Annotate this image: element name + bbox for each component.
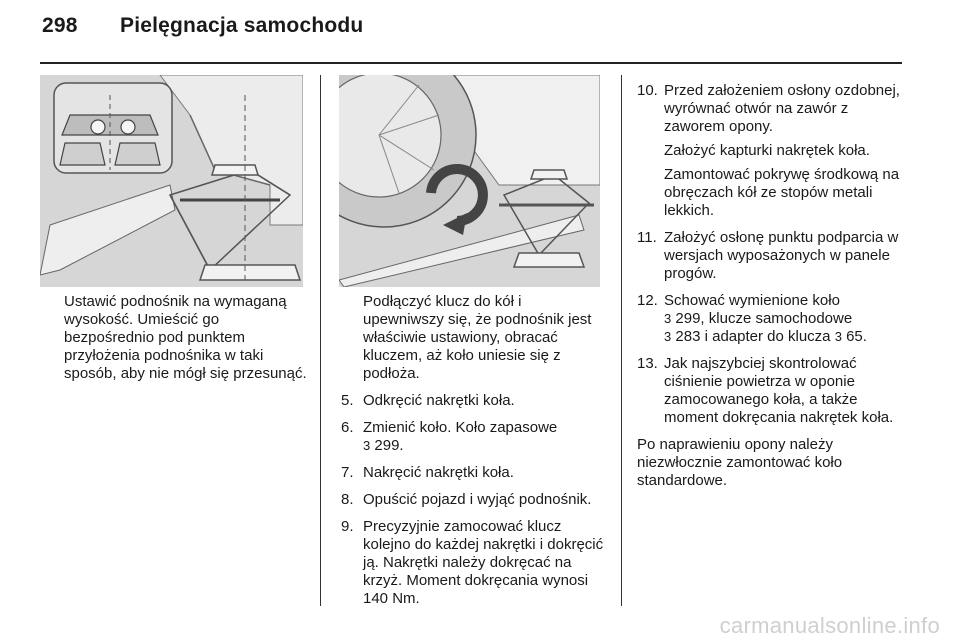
- page-reference: 283 i adapter do klucza: [675, 328, 831, 345]
- step-6: [341, 419, 606, 455]
- closing-paragraph: Po naprawieniu opony należy niezwłocznie zamontować koło standardowe.: [637, 436, 843, 489]
- step-number: 10.: [637, 82, 658, 99]
- step-number: 7.: [341, 464, 354, 481]
- column-divider-1: [320, 75, 321, 606]
- page-ref-arrow-icon: 3: [363, 438, 371, 453]
- page-ref-arrow-icon: 3: [664, 329, 672, 344]
- page-reference: 299.: [374, 437, 404, 454]
- figure-jack-cranking: [339, 75, 600, 287]
- page-reference: 299, klucze samochodowe: [675, 310, 853, 327]
- jack-caption: Ustawić podnośnik na wymaganą wysokość. Umieścić go bezpośrednio pod punktem przyłożenia podnośnika w taki sposób, aby nie mógł się przesunąć.: [64, 293, 307, 382]
- step-11: [637, 229, 902, 283]
- step-5: [341, 392, 606, 410]
- step-10-paragraph-2: Zamontować pokrywę środkową na obręczach kół ze stopów metali lekkich.: [664, 166, 900, 219]
- step-text: Odkręcić nakrętki koła.: [363, 392, 515, 409]
- step-number: 9.: [341, 518, 354, 535]
- step-13: [637, 355, 902, 427]
- step-text: Zmienić koło. Koło zapasowe: [363, 419, 558, 436]
- step-text: Schować wymienione koło: [664, 292, 840, 309]
- step-number: 11.: [637, 229, 657, 246]
- step-8: [341, 491, 606, 509]
- page-title: Pielęgnacja samochodu: [120, 14, 364, 37]
- intro-paragraph: Podłączyć klucz do kół i upewniwszy się, że podnośnik jest właściwie ustawiony, obracać kluczem, aż koło uniesie się z podłoża.: [363, 293, 592, 382]
- page-number: 298: [42, 14, 78, 37]
- page-ref-arrow-icon: 3: [664, 311, 672, 326]
- step-text: Założyć osłonę punktu podparcia w wersjach wyposażonych w panele progów.: [664, 229, 899, 282]
- step-text: Jak najszybciej skontrolować ciśnienie powietrza w oponie zamocowanego koła, a także moment dokręcania nakrętek koła.: [664, 355, 894, 426]
- step-text: Opuścić pojazd i wyjąć podnośnik.: [363, 491, 592, 508]
- watermark: carmanualsonline.info: [719, 613, 940, 638]
- step-9: [341, 518, 606, 608]
- column-1-text: [64, 293, 309, 383]
- step-7: [341, 464, 606, 482]
- page-reference: 65.: [846, 328, 867, 345]
- step-10: [637, 82, 902, 220]
- header-rule: [40, 62, 902, 64]
- step-text: Przed założeniem osłony ozdobnej, wyrównać otwór na zawór z zaworem opony.: [664, 82, 900, 135]
- step-number: 6.: [341, 419, 354, 436]
- step-10-paragraph-1: Założyć kapturki nakrętek koła.: [664, 142, 870, 159]
- step-number: 5.: [341, 392, 354, 409]
- step-text: Nakręcić nakrętki koła.: [363, 464, 514, 481]
- step-number: 12.: [637, 292, 658, 309]
- step-number: 8.: [341, 491, 354, 508]
- column-divider-2: [621, 75, 622, 606]
- figure-jack-positioning: [40, 75, 303, 287]
- page-header: [42, 14, 363, 38]
- step-text: Precyzyjnie zamocować klucz kolejno do każdej nakrętki i dokręcić ją. Nakrętki należy dokręcać na krzyż. Moment dokręcania wynosi 140 Nm.: [363, 518, 604, 607]
- column-3-text: [637, 82, 902, 490]
- step-number: 13.: [637, 355, 658, 372]
- page-ref-arrow-icon: 3: [834, 329, 842, 344]
- step-12: [637, 292, 902, 346]
- column-2-text: [341, 293, 606, 617]
